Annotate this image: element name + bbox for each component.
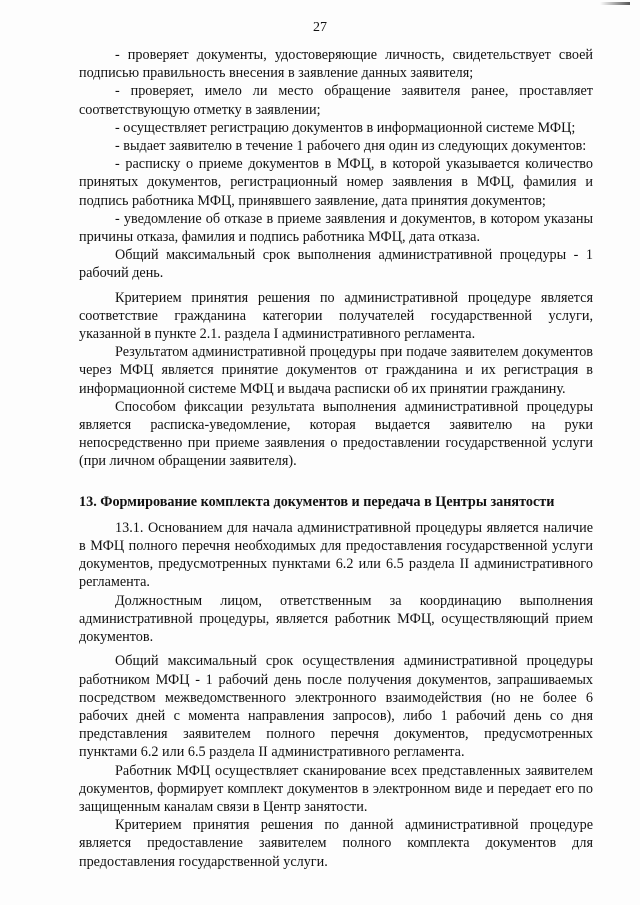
paragraph: - проверяет, имело ли место обращение заявителя ранее, проставляет соответствующую отметку в заявлении; <box>79 83 593 118</box>
paragraph: - выдает заявителю в течение 1 рабочего дня один из следующих документов: <box>115 138 587 155</box>
paragraph: - осуществляет регистрацию документов в информационной системе МФЦ; <box>115 119 576 136</box>
paragraph: Работник МФЦ осуществляет сканирование всех представленных заявителем документов, формирует комплект документов в электронном виде и передает его по защищенным каналам связи в Центр занятости. <box>79 762 593 815</box>
section-heading: 13. Формирование комплекта документов и передача в Центры занятости <box>79 493 555 510</box>
paragraph: - расписку о приеме документов в МФЦ, в которой указывается количество принятых документов, регистрационный номер заявления в МФЦ, фамилия и подпись работника МФЦ, принявшего заявление, дата принятия документов; <box>79 156 593 209</box>
document-body <box>79 46 593 871</box>
page-number: 27 <box>313 20 327 35</box>
paragraph: Общий максимальный срок осуществления административной процедуры работником МФЦ - 1 рабочий день после получения документов, запрашиваемых посредством межведомственного электронного взаимодействия (но не более 6 рабочих дней с момента направления запросов), либо 1 рабочий день со дня представления заявителем полного перечня документов, предусмотренных пунктами 6.2 или 6.5 раздела II административного регламента. <box>79 653 593 761</box>
paragraph: Должностным лицом, ответственным за координацию выполнения административной процедуры, является работник МФЦ, осуществляющий прием документов. <box>79 592 593 646</box>
paragraph: Критерием принятия решения по административной процедуре является соответствие гражданина категории получателей государственной услуги, указанной в пункте 2.1. раздела I административного регламента. <box>79 289 593 343</box>
scan-mark <box>600 2 630 5</box>
paragraph: Критерием принятия решения по данной административной процедуре является предоставление заявителем полного комплекта документов для предоставления государственной услуги. <box>79 817 593 870</box>
paragraph: 13.1. Основанием для начала административной процедуры является наличие в МФЦ полного перечня необходимых для предоставления государственной услуги документов, предусмотренных пунктами 6.2 или 6.5 раздела II административного регламента. <box>79 519 593 591</box>
paragraph: Общий максимальный срок выполнения административной процедуры - 1 рабочий день. <box>79 247 593 282</box>
paragraph: Результатом административной процедуры при подаче заявителем документов через МФЦ является принятие документов от гражданина и их регистрация в информационной системе МФЦ и выдача расписки об их принятии гражданину. <box>79 344 593 397</box>
paragraph: - уведомление об отказе в приеме заявления и документов, в котором указаны причины отказа, фамилия и подпись работника МФЦ, дата отказа. <box>79 210 593 246</box>
paragraph: Способом фиксации результата выполнения административной процедуры является расписка-уведомление, которая выдается заявителю на руки непосредственно при приеме заявления о предоставлении государственной услуги (при личном обращении заявителя). <box>79 398 593 470</box>
paragraph: - проверяет документы, удостоверяющие личность, свидетельствует своей подписью правильность внесения в заявление данных заявителя; <box>79 47 593 82</box>
